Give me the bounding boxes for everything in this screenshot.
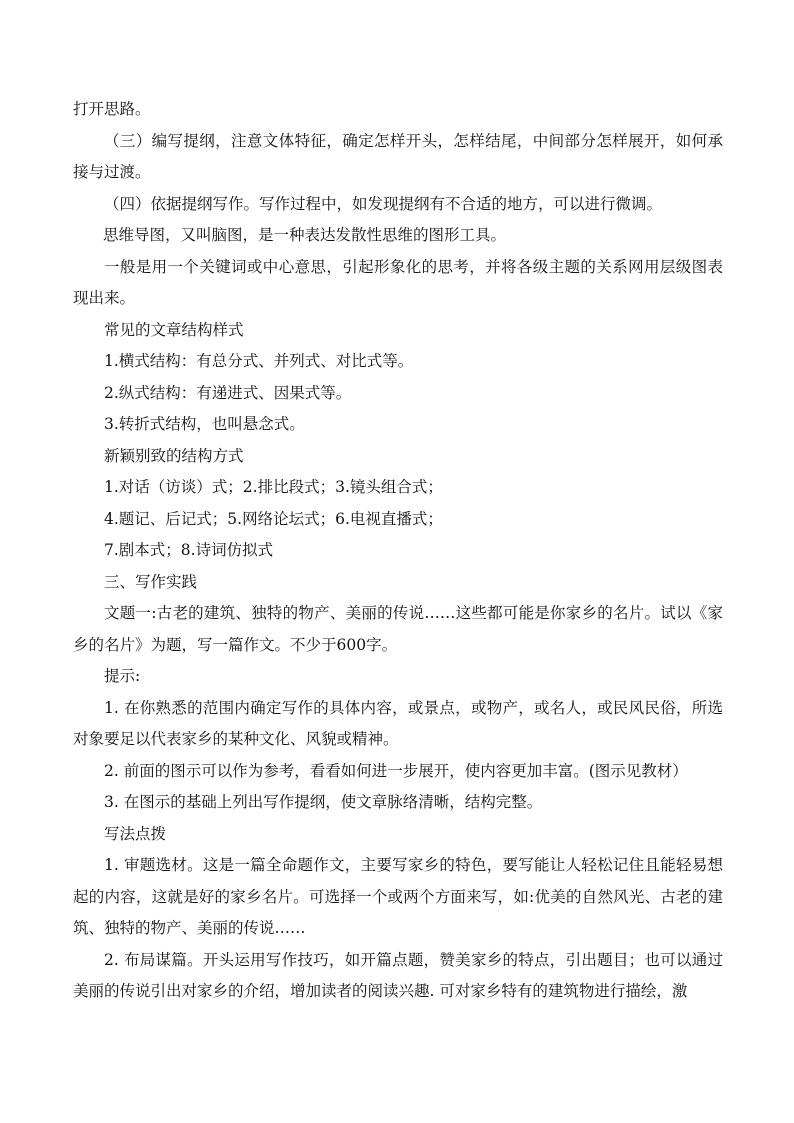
list-item: 3.转折式结构，也叫悬念式。 <box>104 415 305 433</box>
list-item: 1.对话（访谈）式；2.排比段式；3.镜头组合式； <box>104 478 443 496</box>
section-heading: 提示: <box>104 667 141 685</box>
list-item: 1. 在你熟悉的范围内确定写作的具体内容，或景点，或物产，或名人，或民风民俗，所选对象要足以代表家乡的某种文化、风貌或精神。 <box>73 698 723 748</box>
list-item: 1.横式结构：有总分式、并列式、对比式等。 <box>104 352 414 370</box>
document-body <box>73 94 723 1008</box>
list-item: 2. 布局谋篇。开头运用写作技巧，如开篇点题，赞美家乡的特点，引出题目；也可以通过美丽的传说引出对家乡的介绍，增加读者的阅读兴趣. 可对家乡特有的建筑物进行描绘，激 <box>73 950 723 1000</box>
list-item: 3. 在图示的基础上列出写作提纲，使文章脉络清晰，结构完整。 <box>104 793 543 811</box>
paragraph: 思维导图，又叫脑图，是一种表达发散性思维的图形工具。 <box>103 226 507 244</box>
list-item: 2.纵式结构：有递进式、因果式等。 <box>104 383 352 402</box>
section-heading: 写法点拨 <box>104 824 167 843</box>
section-heading: 常见的文章结构样式 <box>104 320 244 339</box>
list-item: 4.题记、后记式；5.网络论坛式；6.电视直播式； <box>104 509 443 528</box>
paragraph: 打开思路。 <box>73 100 151 118</box>
paragraph: （四）依据提纲写作。写作过程中，如发现提纲有不合适的地方，可以进行微调。 <box>104 194 663 213</box>
list-item: 7.剧本式；8.诗词仿拟式 <box>104 541 274 559</box>
paragraph: 文题一:古老的建筑、独特的物产、美丽的传说……这些都可能是你家乡的名片。试以《家乡的名片》为题，写一篇作文。不少于600字。 <box>73 604 723 654</box>
section-heading: 新颖别致的结构方式 <box>104 446 244 465</box>
paragraph: （三）编写提纲，注意文体特征，确定怎样开头，怎样结尾，中间部分怎样展开，如何承接与过渡。 <box>73 131 723 181</box>
list-item: 1. 审题选材。这是一篇全命题作文，主要写家乡的特色，要写能让人轻松记住且能轻易想起的内容，这就是好的家乡名片。可选择一个或两个方面来写，如:优美的自然风光、古老的建筑、独特的物产、美丽的传说…… <box>73 856 723 937</box>
list-item: 2. 前面的图示可以作为参考，看看如何进一步展开，使内容更加丰富。(图示见教材） <box>104 761 688 780</box>
section-heading: 三、写作实践 <box>104 572 198 591</box>
paragraph: 一般是用一个关键词或中心意思，引起形象化的思考，并将各级主题的关系网用层级图表现出来。 <box>73 257 723 307</box>
